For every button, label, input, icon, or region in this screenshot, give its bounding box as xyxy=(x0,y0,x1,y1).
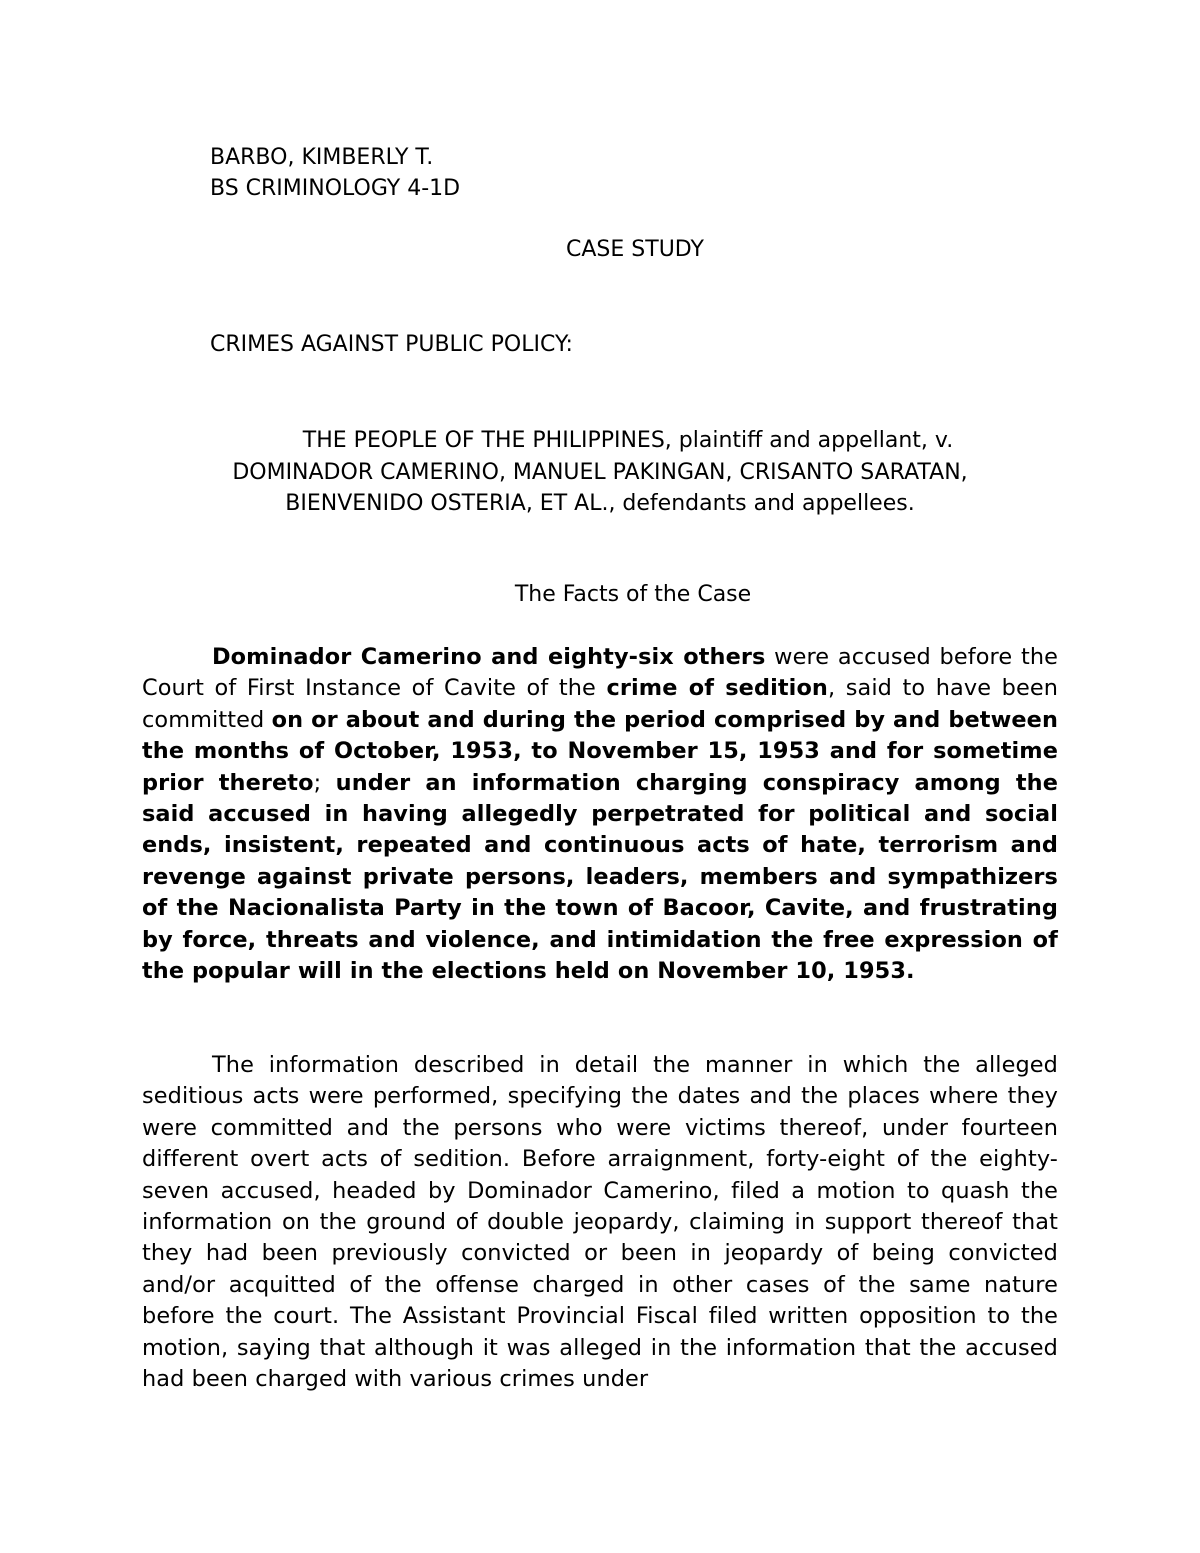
bold-text: on or about and during the period comprised by and between the months of October, 1953, to November 15, 1953 and for sometime prior thereto xyxy=(142,706,1058,796)
facts-paragraph-1 xyxy=(142,642,1058,987)
case-caption-line: THE PEOPLE OF THE PHILIPPINES, plaintiff and appellant, v. xyxy=(302,428,954,453)
case-caption xyxy=(140,425,1060,520)
body-text: , said to have been committed xyxy=(142,675,1059,733)
document-title: CASE STUDY xyxy=(566,237,704,262)
bold-text: Dominador Camerino and eighty-six others xyxy=(212,644,766,670)
case-caption-line: DOMINADOR CAMERINO, MANUEL PAKINGAN, CRISANTO SARATAN, xyxy=(232,459,968,485)
student-course: BS CRIMINOLOGY 4-1D xyxy=(210,176,461,201)
bold-text: crime of sedition xyxy=(606,675,828,702)
student-name: BARBO, KIMBERLY T. xyxy=(210,145,434,170)
body-text: ; xyxy=(313,769,336,796)
section-heading: The Facts of the Case xyxy=(514,582,752,607)
case-caption-line: BIENVENIDO OSTERIA, ET AL., defendants and appellees. xyxy=(285,491,915,516)
facts-paragraph-2: The information described in detail the manner in which the alleged seditious acts were performed, specifying the dates and the places where they were committed and the persons who were victims thereof, under fourteen different overt acts of sedition. Before arraignment, forty-eight of the eighty-seven accused, headed by Dominador Camerino, filed a motion to quash the information on the ground of double jeopardy, claiming in support thereof that they had been previously convicted or been in jeopardy of being convicted and/or acquitted of the offense charged in other cases of the same nature before the court. The Assistant Provincial Fiscal filed written opposition to the motion, saying that although it was alleged in the information that the accused had been charged with various crimes under xyxy=(142,1052,1058,1393)
bold-text: under an information charging conspiracy among the said accused in having allegedly perpetrated for political and social ends, insistent, repeated and continuous acts of hate, terrorism and revenge against private persons, leaders, members and sympathizers of the Nacionalista Party in the town of Bacoor, Cavite, and frustrating by force, threats and violence, and intimidation the free expression of the popular will in the elections held on November 10, 1953. xyxy=(142,769,1058,985)
crime-category: CRIMES AGAINST PUBLIC POLICY: xyxy=(210,332,573,357)
body-text: were accused before the Court of First Instance of Cavite of the xyxy=(142,644,1058,702)
